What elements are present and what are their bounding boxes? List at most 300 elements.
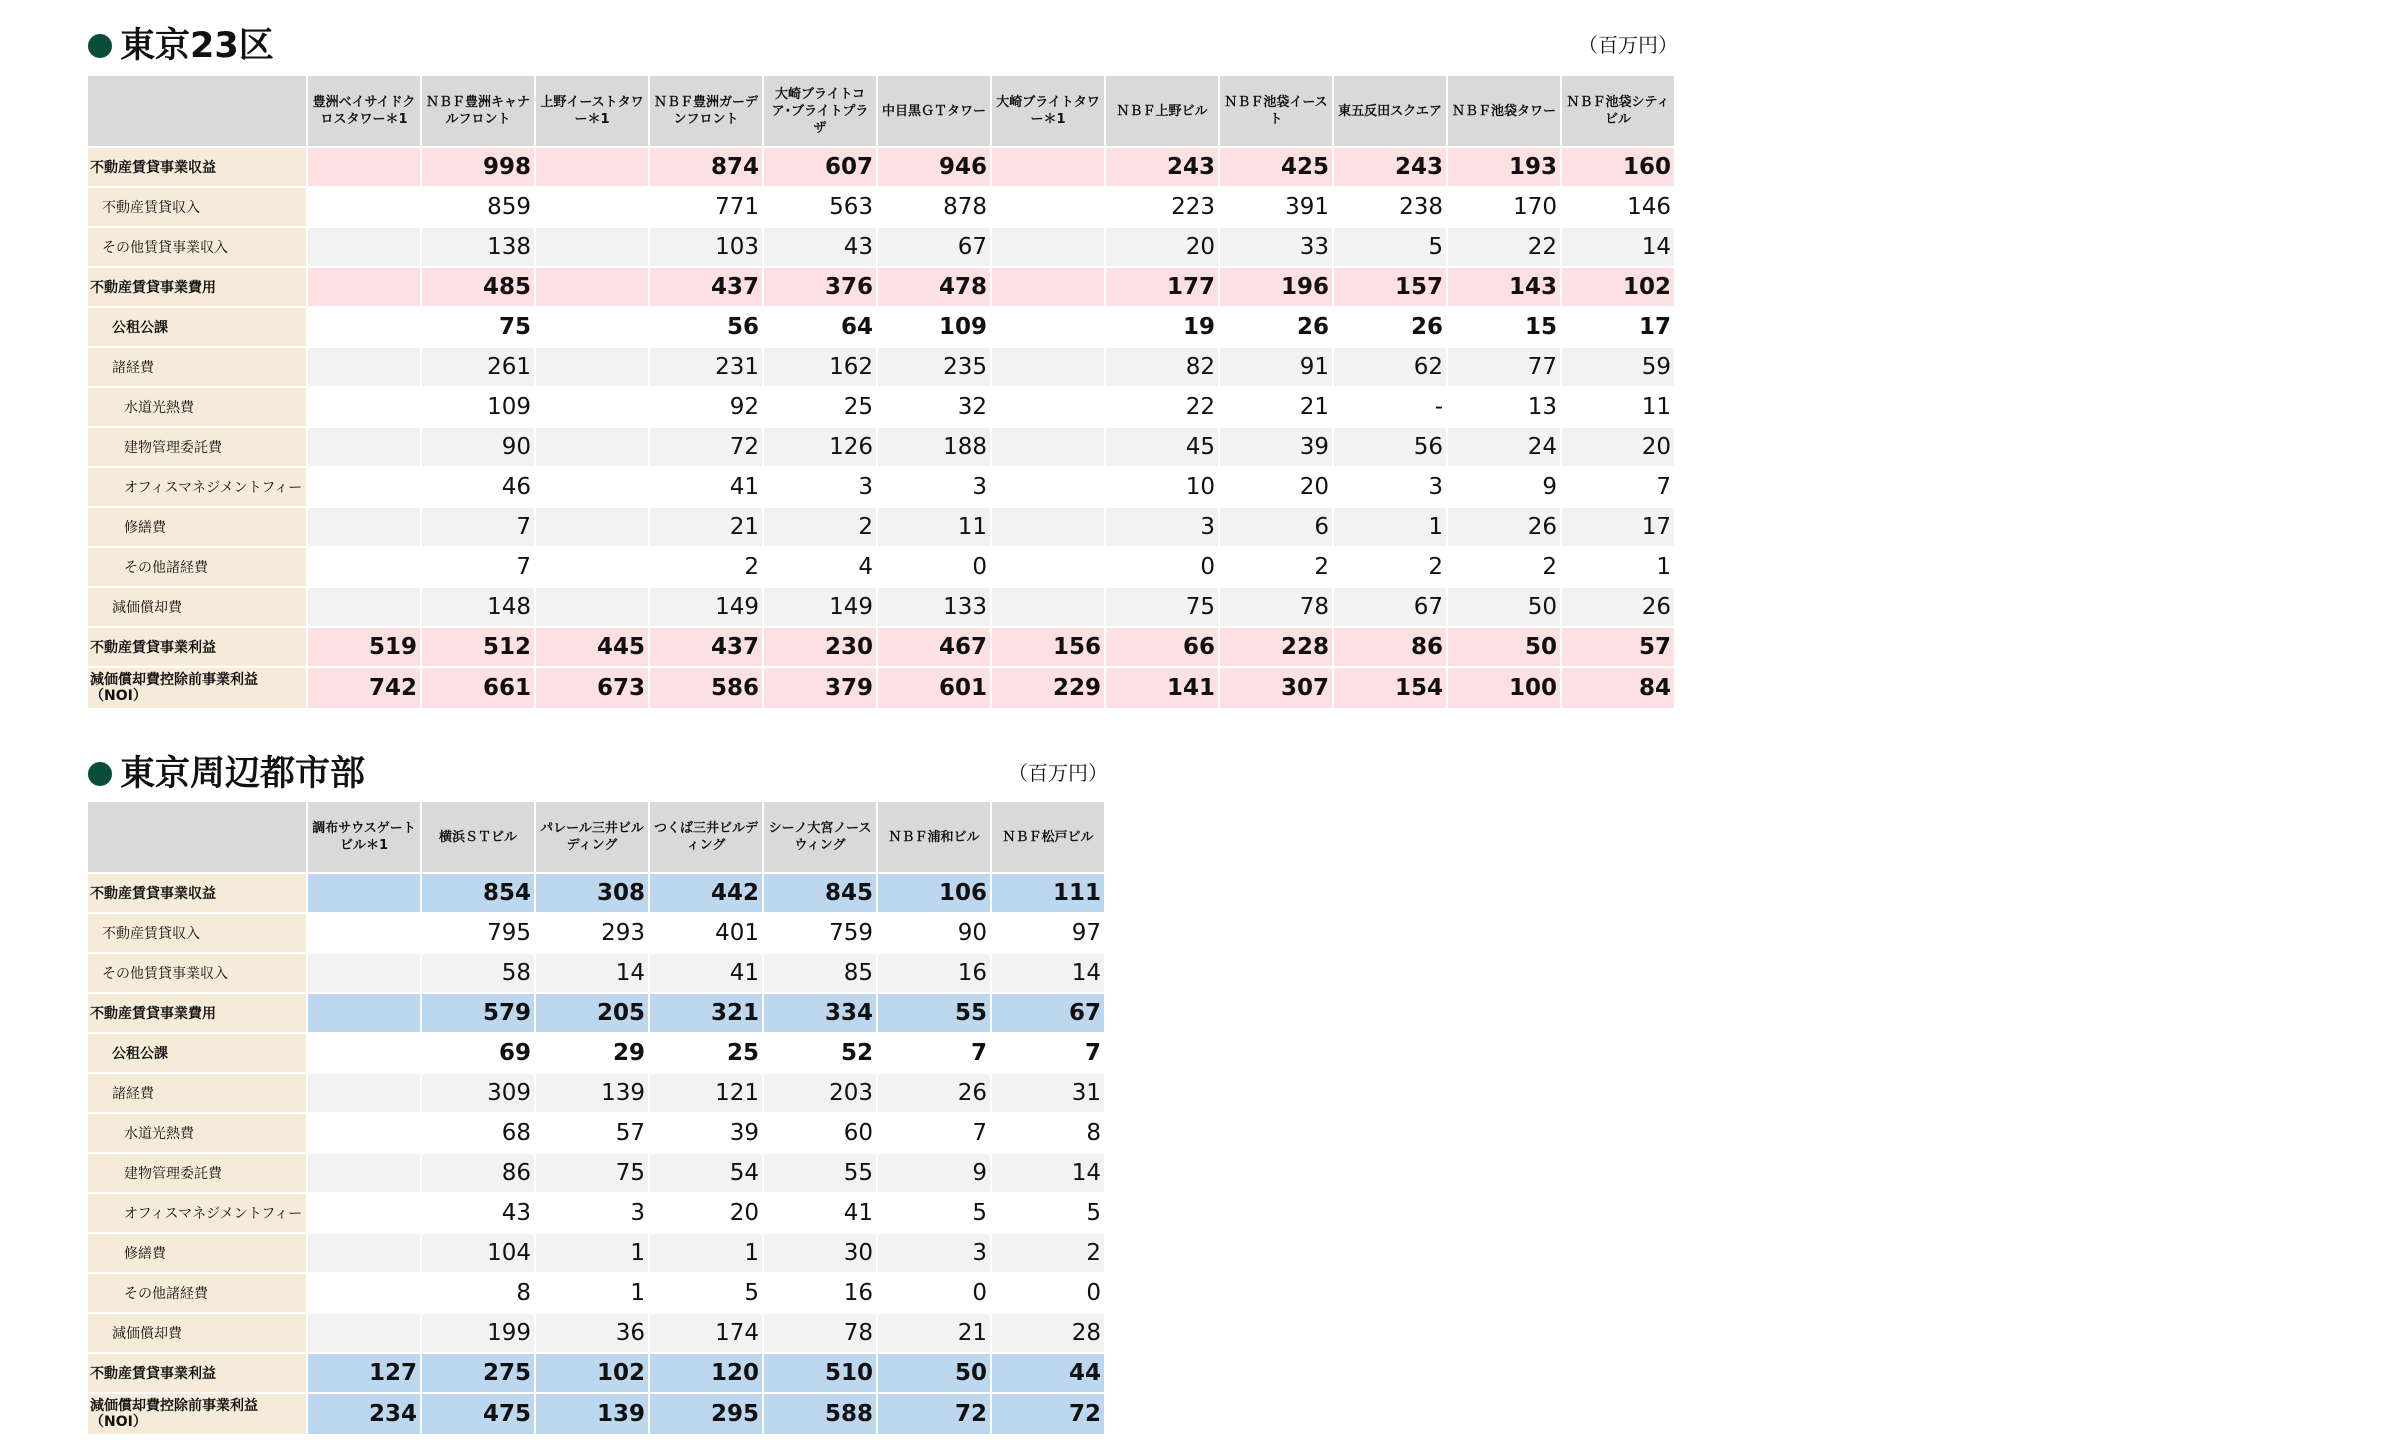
value-cell: 5 (1334, 228, 1446, 266)
value-cell: 376 (764, 268, 876, 306)
value-cell: 66 (1106, 628, 1218, 666)
value-cell: 7 (992, 1034, 1104, 1072)
value-cell: 3 (1106, 508, 1218, 546)
value-cell: 1 (650, 1234, 762, 1272)
value-cell: 14 (536, 954, 648, 992)
value-cell: 235 (878, 348, 990, 386)
value-cell: 234 (308, 1394, 420, 1434)
value-cell: 26 (878, 1074, 990, 1112)
value-cell: 148 (422, 588, 534, 626)
section-tokyo-23-wards (88, 20, 1688, 710)
row-label: その他賃貸事業収入 (88, 954, 306, 992)
value-cell (536, 188, 648, 226)
value-cell: 243 (1334, 148, 1446, 186)
value-cell: 1 (536, 1274, 648, 1312)
value-cell: 29 (536, 1034, 648, 1072)
column-header: 上野イーストタワー＊1 (536, 76, 648, 146)
row-label: 不動産賃貸事業利益 (88, 628, 306, 666)
value-cell (308, 588, 420, 626)
section-tokyo-surrounding-areas (88, 748, 1188, 1436)
value-cell: 22 (1106, 388, 1218, 426)
value-cell: 57 (536, 1114, 648, 1152)
value-cell: 1 (536, 1234, 648, 1272)
value-cell: 138 (422, 228, 534, 266)
value-cell (308, 468, 420, 506)
value-cell (992, 228, 1104, 266)
value-cell: 68 (422, 1114, 534, 1152)
value-cell (992, 188, 1104, 226)
value-cell (536, 508, 648, 546)
value-cell (536, 548, 648, 586)
row-label: 不動産賃貸事業費用 (88, 994, 306, 1032)
section-title-row (88, 748, 1188, 800)
value-cell: 401 (650, 914, 762, 952)
value-cell: 11 (878, 508, 990, 546)
value-cell: 998 (422, 148, 534, 186)
row-label: 建物管理委託費 (88, 1154, 306, 1192)
value-cell: 203 (764, 1074, 876, 1112)
value-cell: 874 (650, 148, 762, 186)
column-header: 調布サウスゲートビル＊1 (308, 802, 420, 872)
table-row (88, 548, 1674, 586)
value-cell: 92 (650, 388, 762, 426)
column-header: シーノ大宮ノースウィング (764, 802, 876, 872)
value-cell: 228 (1220, 628, 1332, 666)
value-cell: 13 (1448, 388, 1560, 426)
value-cell: 231 (650, 348, 762, 386)
value-cell: 661 (422, 668, 534, 708)
row-label: その他諸経費 (88, 1274, 306, 1312)
table-row (88, 148, 1674, 186)
value-cell: 519 (308, 628, 420, 666)
row-label: 諸経費 (88, 1074, 306, 1112)
value-cell: 170 (1448, 188, 1560, 226)
value-cell: 3 (764, 468, 876, 506)
header-row (88, 76, 1674, 146)
value-cell: 10 (1106, 468, 1218, 506)
section-title: 東京23区 (120, 26, 274, 66)
row-label: その他諸経費 (88, 548, 306, 586)
value-cell: 91 (1220, 348, 1332, 386)
value-cell: 102 (1562, 268, 1674, 306)
value-cell: 309 (422, 1074, 534, 1112)
value-cell: 193 (1448, 148, 1560, 186)
value-cell: 229 (992, 668, 1104, 708)
value-cell: 139 (536, 1394, 648, 1434)
header-corner (88, 802, 306, 872)
row-label: オフィスマネジメントフィー (88, 468, 306, 506)
value-cell: 154 (1334, 668, 1446, 708)
value-cell: 69 (422, 1034, 534, 1072)
value-cell (308, 1034, 420, 1072)
row-label: 不動産賃貸収入 (88, 914, 306, 952)
column-header: ＮＢＦ松戸ビル (992, 802, 1104, 872)
value-cell: 6 (1220, 508, 1332, 546)
value-cell: 7 (878, 1114, 990, 1152)
value-cell: 601 (878, 668, 990, 708)
value-cell: 22 (1448, 228, 1560, 266)
value-cell: 32 (878, 388, 990, 426)
value-cell (992, 588, 1104, 626)
value-cell: 90 (878, 914, 990, 952)
bullet-dot-icon (88, 762, 112, 786)
value-cell: 26 (1334, 308, 1446, 346)
value-cell: 3 (536, 1194, 648, 1232)
value-cell: 78 (1220, 588, 1332, 626)
value-cell (308, 268, 420, 306)
value-cell (536, 388, 648, 426)
value-cell: 86 (422, 1154, 534, 1192)
value-cell: 946 (878, 148, 990, 186)
value-cell (536, 148, 648, 186)
column-header: 豊洲ベイサイドクロスタワー＊1 (308, 76, 420, 146)
value-cell: 156 (992, 628, 1104, 666)
table-row (88, 1314, 1104, 1352)
value-cell: 104 (422, 1234, 534, 1272)
value-cell: 20 (1562, 428, 1674, 466)
value-cell: 20 (1106, 228, 1218, 266)
value-cell: 11 (1562, 388, 1674, 426)
value-cell: 127 (308, 1354, 420, 1392)
row-label: 減価償却費控除前事業利益（NOI） (88, 1394, 306, 1434)
value-cell: 467 (878, 628, 990, 666)
value-cell: 0 (992, 1274, 1104, 1312)
value-cell: 8 (422, 1274, 534, 1312)
value-cell: 20 (650, 1194, 762, 1232)
value-cell (308, 1154, 420, 1192)
value-cell: 199 (422, 1314, 534, 1352)
table-row (88, 668, 1674, 708)
row-label: 不動産賃貸事業収益 (88, 148, 306, 186)
column-header: 横浜ＳＴビル (422, 802, 534, 872)
value-cell: 859 (422, 188, 534, 226)
value-cell: 334 (764, 994, 876, 1032)
unit-label: （百万円） (1578, 33, 1678, 57)
value-cell: 1 (1562, 548, 1674, 586)
value-cell: 307 (1220, 668, 1332, 708)
value-cell: 437 (650, 628, 762, 666)
value-cell (308, 348, 420, 386)
value-cell: 759 (764, 914, 876, 952)
value-cell: 43 (422, 1194, 534, 1232)
value-cell: 109 (422, 388, 534, 426)
value-cell (992, 148, 1104, 186)
value-cell: 510 (764, 1354, 876, 1392)
value-cell: 72 (992, 1394, 1104, 1434)
table-row (88, 994, 1104, 1032)
value-cell: 149 (650, 588, 762, 626)
value-cell: 55 (878, 994, 990, 1032)
column-header: ＮＢＦ浦和ビル (878, 802, 990, 872)
value-cell (536, 588, 648, 626)
table-row (88, 1114, 1104, 1152)
row-label: 減価償却費 (88, 588, 306, 626)
value-cell: 60 (764, 1114, 876, 1152)
value-cell: 77 (1448, 348, 1560, 386)
column-header: ＮＢＦ豊洲ガーデンフロント (650, 76, 762, 146)
value-cell (992, 268, 1104, 306)
value-cell: 321 (650, 994, 762, 1032)
value-cell: 97 (992, 914, 1104, 952)
value-cell: 177 (1106, 268, 1218, 306)
value-cell: 478 (878, 268, 990, 306)
value-cell: 67 (1334, 588, 1446, 626)
value-cell (992, 348, 1104, 386)
row-label: 不動産賃貸収入 (88, 188, 306, 226)
value-cell: 67 (878, 228, 990, 266)
value-cell: 4 (764, 548, 876, 586)
value-cell: 120 (650, 1354, 762, 1392)
value-cell: 579 (422, 994, 534, 1032)
value-cell: 82 (1106, 348, 1218, 386)
value-cell (536, 468, 648, 506)
value-cell (992, 308, 1104, 346)
value-cell (536, 228, 648, 266)
table-row (88, 1274, 1104, 1312)
value-cell: 102 (536, 1354, 648, 1392)
value-cell (308, 188, 420, 226)
value-cell: 563 (764, 188, 876, 226)
value-cell: 41 (764, 1194, 876, 1232)
value-cell: - (1334, 388, 1446, 426)
table-row (88, 914, 1104, 952)
value-cell (992, 548, 1104, 586)
table-row (88, 1154, 1104, 1192)
value-cell: 133 (878, 588, 990, 626)
table-row (88, 388, 1674, 426)
value-cell (308, 914, 420, 952)
value-cell: 174 (650, 1314, 762, 1352)
value-cell: 157 (1334, 268, 1446, 306)
table-row (88, 1354, 1104, 1392)
value-cell: 845 (764, 874, 876, 912)
value-cell: 30 (764, 1234, 876, 1272)
row-label: その他賃貸事業収入 (88, 228, 306, 266)
value-cell: 878 (878, 188, 990, 226)
value-cell: 75 (1106, 588, 1218, 626)
table-row (88, 188, 1674, 226)
column-header: 東五反田スクエア (1334, 76, 1446, 146)
row-label: 不動産賃貸事業利益 (88, 1354, 306, 1392)
value-cell: 586 (650, 668, 762, 708)
value-cell: 15 (1448, 308, 1560, 346)
value-cell: 143 (1448, 268, 1560, 306)
value-cell: 475 (422, 1394, 534, 1434)
value-cell: 2 (1334, 548, 1446, 586)
value-cell: 106 (878, 874, 990, 912)
value-cell: 0 (878, 548, 990, 586)
section-title-row (88, 20, 1688, 72)
value-cell: 43 (764, 228, 876, 266)
value-cell: 41 (650, 954, 762, 992)
column-header: ＮＢＦ池袋イースト (1220, 76, 1332, 146)
value-cell: 391 (1220, 188, 1332, 226)
row-label: 諸経費 (88, 348, 306, 386)
value-cell: 85 (764, 954, 876, 992)
value-cell: 17 (1562, 508, 1674, 546)
value-cell: 126 (764, 428, 876, 466)
value-cell: 3 (878, 468, 990, 506)
value-cell: 485 (422, 268, 534, 306)
value-cell: 41 (650, 468, 762, 506)
value-cell: 437 (650, 268, 762, 306)
value-cell: 795 (422, 914, 534, 952)
value-cell: 67 (992, 994, 1104, 1032)
column-header: 大崎ブライトタワー＊1 (992, 76, 1104, 146)
value-cell: 55 (764, 1154, 876, 1192)
value-cell: 25 (764, 388, 876, 426)
value-cell: 7 (422, 548, 534, 586)
value-cell: 243 (1106, 148, 1218, 186)
value-cell: 121 (650, 1074, 762, 1112)
value-cell: 28 (992, 1314, 1104, 1352)
value-cell: 17 (1562, 308, 1674, 346)
value-cell: 54 (650, 1154, 762, 1192)
table-row (88, 428, 1674, 466)
value-cell: 14 (1562, 228, 1674, 266)
value-cell: 261 (422, 348, 534, 386)
column-header: ＮＢＦ池袋シティビル (1562, 76, 1674, 146)
value-cell: 512 (422, 628, 534, 666)
value-cell: 14 (992, 1154, 1104, 1192)
value-cell: 50 (878, 1354, 990, 1392)
value-cell: 86 (1334, 628, 1446, 666)
value-cell (308, 1194, 420, 1232)
value-cell: 16 (878, 954, 990, 992)
value-cell: 21 (650, 508, 762, 546)
value-cell (308, 308, 420, 346)
value-cell (308, 508, 420, 546)
value-cell: 2 (1448, 548, 1560, 586)
value-cell: 141 (1106, 668, 1218, 708)
value-cell: 103 (650, 228, 762, 266)
value-cell: 24 (1448, 428, 1560, 466)
table-row (88, 348, 1674, 386)
value-cell: 21 (878, 1314, 990, 1352)
row-label: 修繕費 (88, 1234, 306, 1272)
row-label: 水道光熱費 (88, 388, 306, 426)
value-cell (308, 1114, 420, 1152)
value-cell: 188 (878, 428, 990, 466)
value-cell (308, 428, 420, 466)
value-cell: 9 (1448, 468, 1560, 506)
value-cell: 2 (764, 508, 876, 546)
value-cell: 5 (878, 1194, 990, 1232)
income-table-tokyo-23-wards (86, 74, 1676, 710)
value-cell: 26 (1562, 588, 1674, 626)
value-cell: 5 (650, 1274, 762, 1312)
value-cell: 75 (536, 1154, 648, 1192)
value-cell: 308 (536, 874, 648, 912)
value-cell: 379 (764, 668, 876, 708)
table-row (88, 508, 1674, 546)
value-cell: 1 (1334, 508, 1446, 546)
value-cell: 19 (1106, 308, 1218, 346)
value-cell: 2 (1220, 548, 1332, 586)
value-cell (308, 1314, 420, 1352)
column-header: パレール三井ビルディング (536, 802, 648, 872)
value-cell: 742 (308, 668, 420, 708)
value-cell (536, 268, 648, 306)
row-label: 不動産賃貸事業収益 (88, 874, 306, 912)
value-cell: 275 (422, 1354, 534, 1392)
value-cell: 56 (1334, 428, 1446, 466)
value-cell: 39 (1220, 428, 1332, 466)
header-row (88, 802, 1104, 872)
value-cell: 196 (1220, 268, 1332, 306)
value-cell: 50 (1448, 588, 1560, 626)
income-table-tokyo-surrounding-areas (86, 800, 1106, 1436)
value-cell (308, 388, 420, 426)
value-cell (308, 994, 420, 1032)
value-cell (536, 348, 648, 386)
column-header: ＮＢＦ豊洲キャナルフロント (422, 76, 534, 146)
value-cell (308, 1274, 420, 1312)
value-cell: 62 (1334, 348, 1446, 386)
value-cell: 0 (878, 1274, 990, 1312)
column-header: 大崎ブライトコア･ブライトプラザ (764, 76, 876, 146)
value-cell: 39 (650, 1114, 762, 1152)
value-cell: 854 (422, 874, 534, 912)
value-cell: 45 (1106, 428, 1218, 466)
value-cell (992, 388, 1104, 426)
row-label: 公租公課 (88, 1034, 306, 1072)
value-cell (308, 148, 420, 186)
bullet-dot-icon (88, 34, 112, 58)
value-cell: 72 (650, 428, 762, 466)
value-cell: 0 (1106, 548, 1218, 586)
table-row (88, 1394, 1104, 1434)
value-cell (992, 508, 1104, 546)
value-cell (308, 1074, 420, 1112)
section-title: 東京周辺都市部 (120, 754, 366, 794)
value-cell: 26 (1448, 508, 1560, 546)
table-row (88, 954, 1104, 992)
value-cell: 205 (536, 994, 648, 1032)
value-cell: 5 (992, 1194, 1104, 1232)
value-cell: 46 (422, 468, 534, 506)
value-cell: 16 (764, 1274, 876, 1312)
value-cell: 52 (764, 1034, 876, 1072)
value-cell: 139 (536, 1074, 648, 1112)
value-cell: 293 (536, 914, 648, 952)
value-cell (992, 428, 1104, 466)
value-cell: 588 (764, 1394, 876, 1434)
table-row (88, 268, 1674, 306)
value-cell: 238 (1334, 188, 1446, 226)
table-row (88, 308, 1674, 346)
header-corner (88, 76, 306, 146)
value-cell: 58 (422, 954, 534, 992)
value-cell: 20 (1220, 468, 1332, 506)
value-cell (308, 1234, 420, 1272)
unit-label: （百万円） (1008, 761, 1108, 785)
table-row (88, 628, 1674, 666)
column-header: 中目黒ＧＴタワー (878, 76, 990, 146)
value-cell: 109 (878, 308, 990, 346)
table-row (88, 228, 1674, 266)
column-header: つくば三井ビルディング (650, 802, 762, 872)
value-cell (536, 428, 648, 466)
column-header: ＮＢＦ上野ビル (1106, 76, 1218, 146)
value-cell: 7 (878, 1034, 990, 1072)
value-cell: 100 (1448, 668, 1560, 708)
value-cell: 25 (650, 1034, 762, 1072)
row-label: 不動産賃貸事業費用 (88, 268, 306, 306)
value-cell: 36 (536, 1314, 648, 1352)
value-cell: 607 (764, 148, 876, 186)
table-row (88, 874, 1104, 912)
